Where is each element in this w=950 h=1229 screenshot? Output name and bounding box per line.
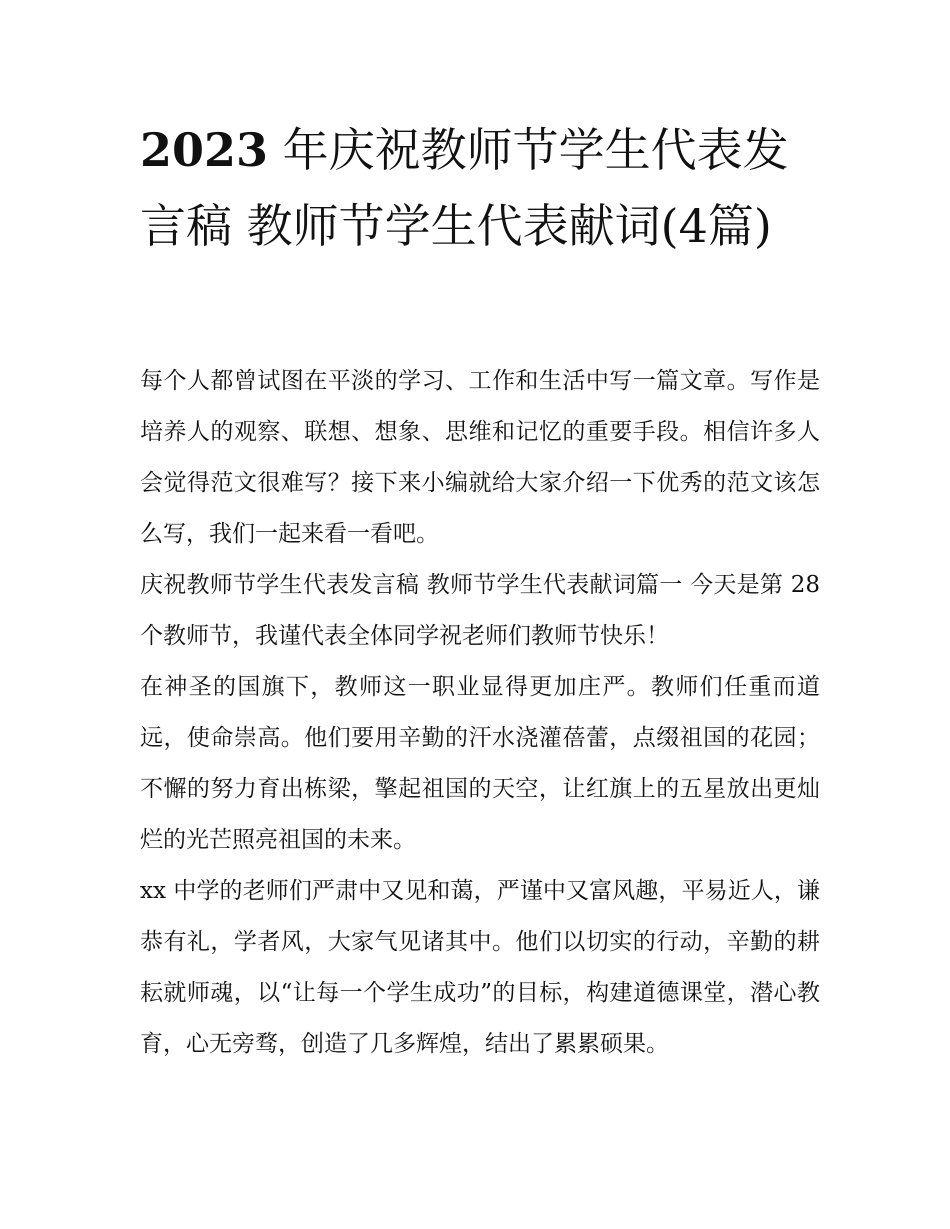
paragraph-teachers: xx 中学的老师们严肃中又见和蔼，严谨中又富风趣，平易近人，谦恭有礼，学者风，大家气见诸其中。他们以切实的行动，辛勤的耕耘就师魂，以“让每一个学生成功”的目标，构建道德课堂，潜心教育，心无旁骛，创造了几多辉煌，结出了累累硕果。	[140, 878, 820, 1057]
title-year: 2023	[140, 123, 269, 177]
paragraph-speech-opening: 庆祝教师节学生代表发言稿 教师节学生代表献词篇一 今天是第 28 个教师节，我谨代表全体同学祝老师们教师节快乐！	[140, 572, 820, 649]
paragraph-intro: 每个人都曾试图在平淡的学习、工作和生活中写一篇文章。写作是培养人的观察、联想、想象、思维和记忆的重要手段。相信许多人会觉得范文很难写？接下来小编就给大家介绍一下优秀的范文该怎么写，我们一起来看一看吧。	[140, 368, 820, 547]
paragraph-national-flag: 在神圣的国旗下，教师这一职业显得更加庄严。教师们任重而道远，使命崇高。他们要用辛勤的汗水浇灌蓓蕾，点缀祖国的花园；不懈的努力育出栋梁，擎起祖国的天空，让红旗上的五星放出更灿烂的光芒照亮祖国的未来。	[140, 674, 820, 853]
title-text: 年庆祝教师节学生代表发言稿 教师节学生代表献词(4篇)	[140, 123, 789, 253]
document-body	[140, 356, 820, 1070]
document-title	[140, 112, 830, 264]
